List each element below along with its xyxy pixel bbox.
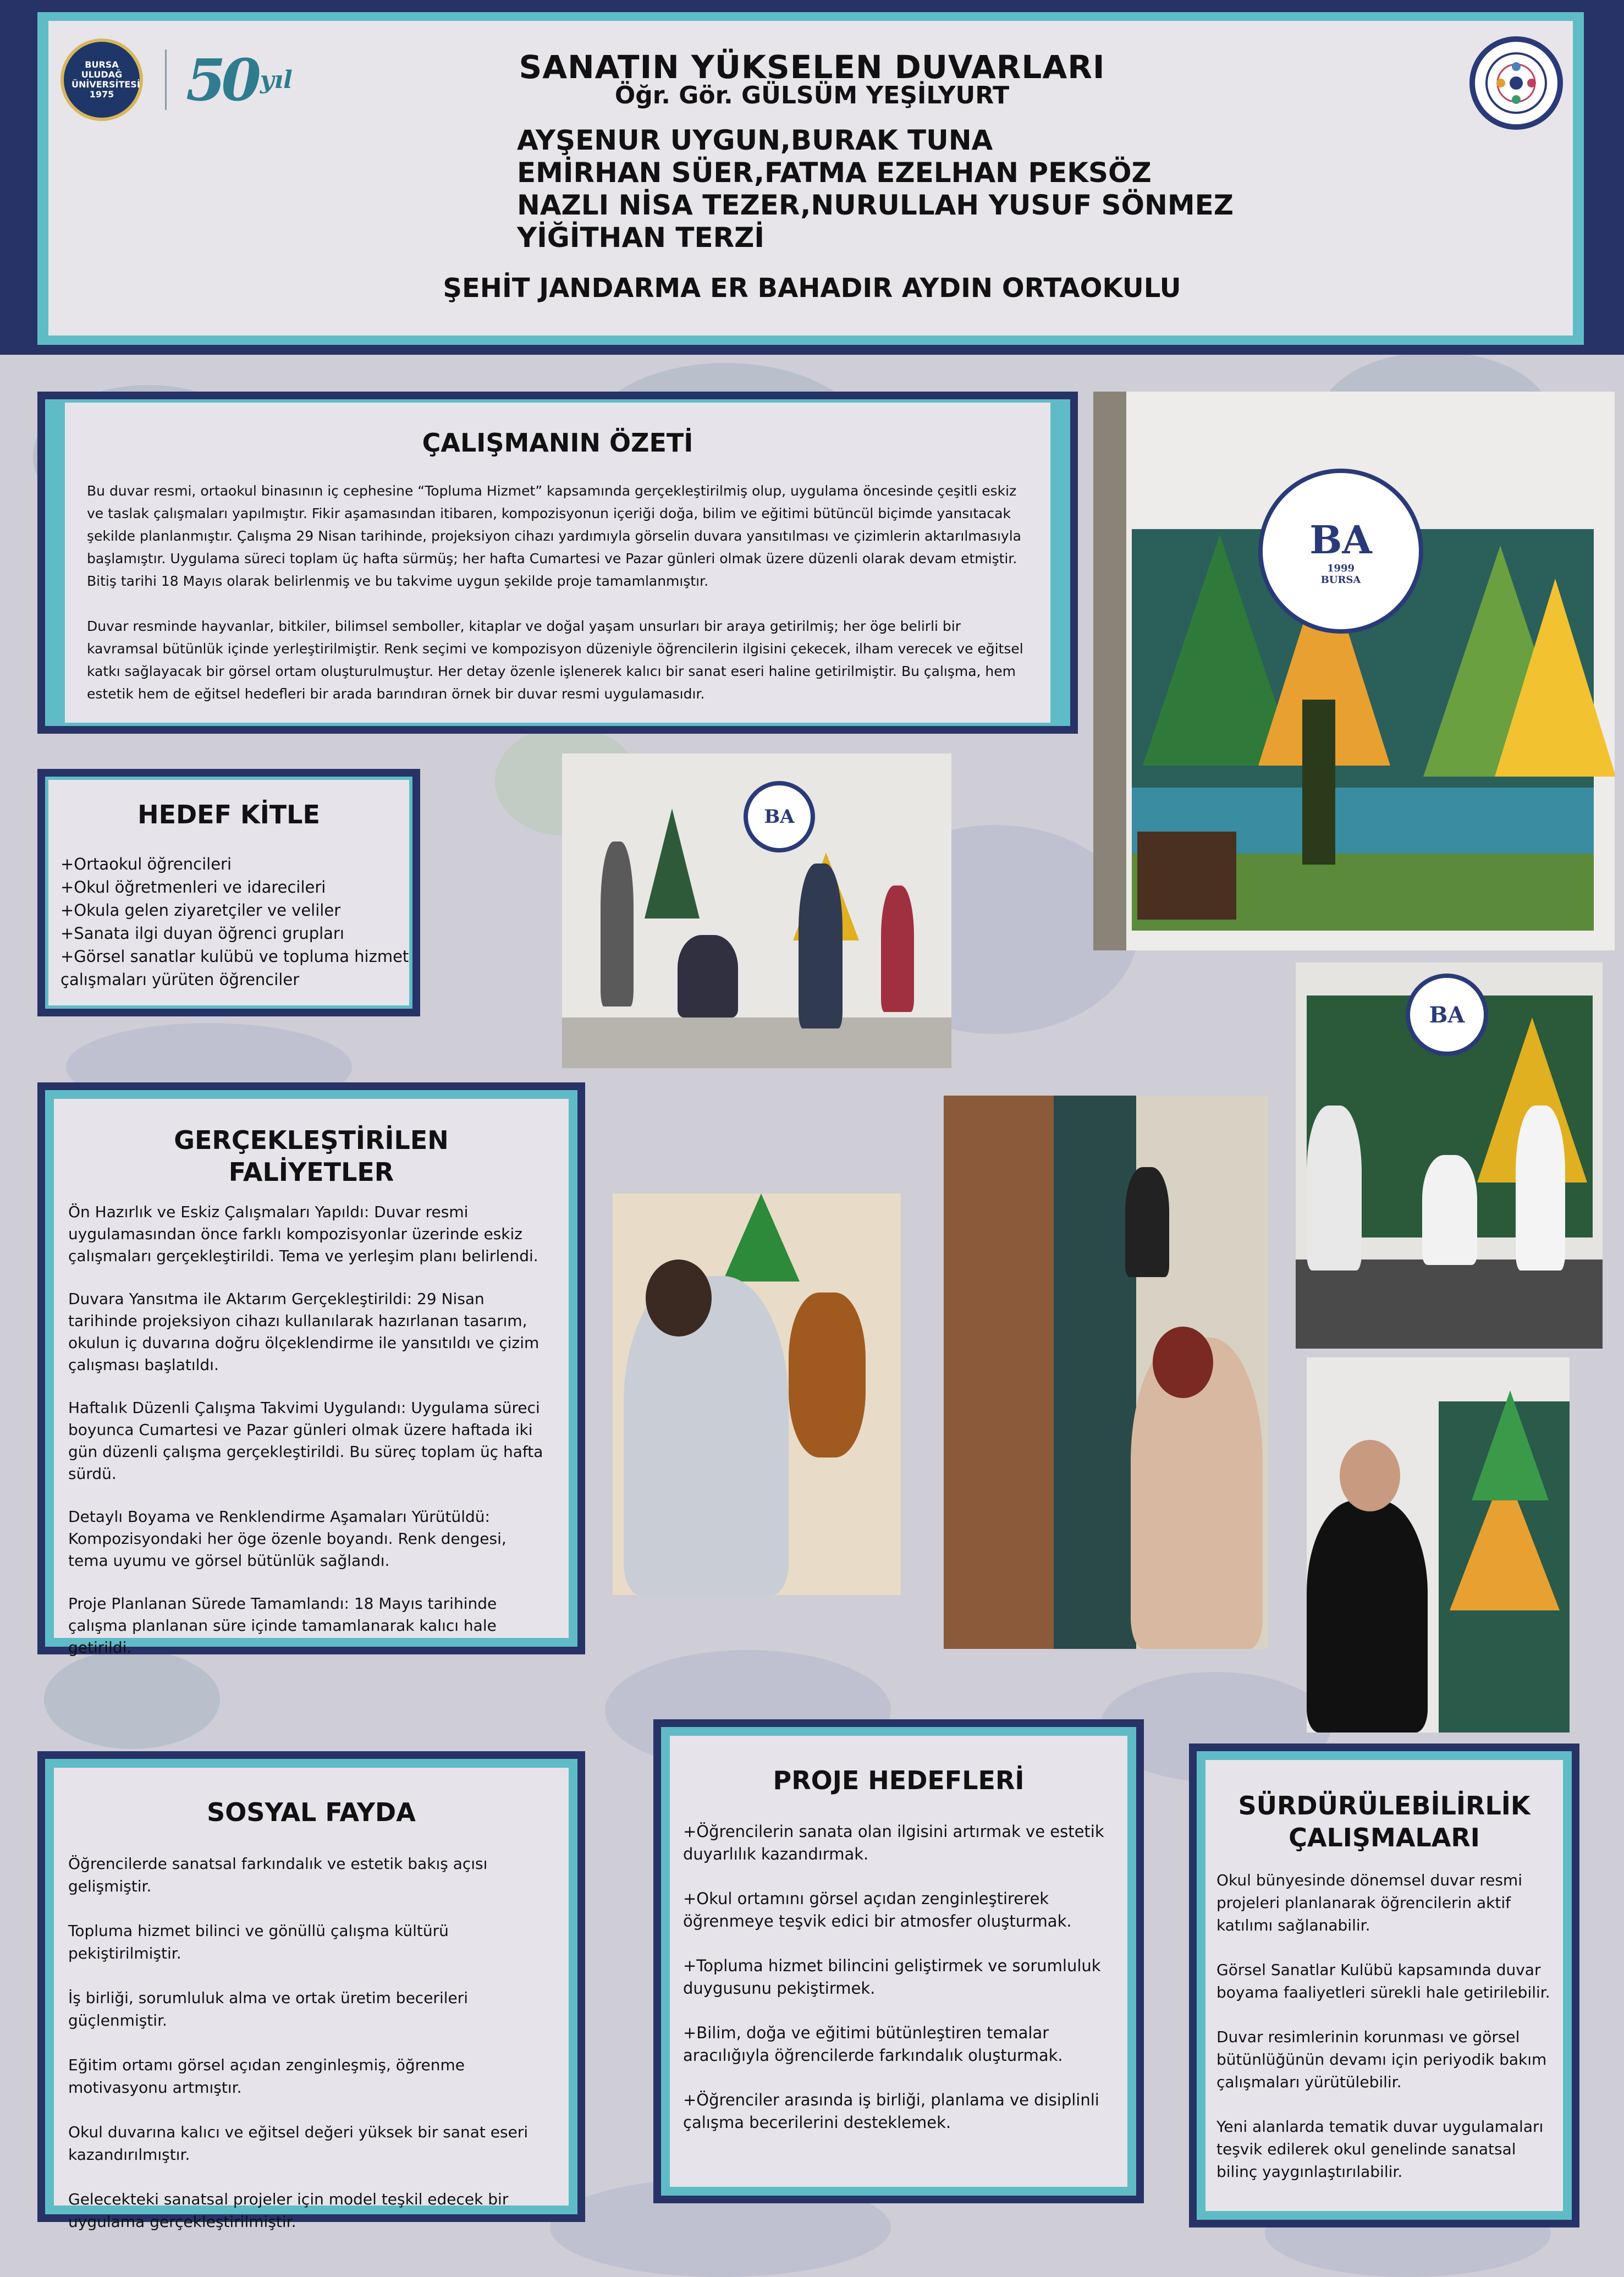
social-panel (37, 1751, 585, 2231)
student-names-line: AYŞENUR UYGUN,BURAK TUNA (517, 124, 993, 156)
activities-paragraph: Ön Hazırlık ve Eskiz Çalışmaları Yapıldı: Duvar resmi uygulamasından önce farklı kompozisyonlar üzerinde eskiz çalışmaları gerçekleştirildi. Tema ve yerleşim planı belirlendi. (68, 1203, 538, 1265)
goals-paragraph: +Okul ortamını görsel açıdan zenginleştirerek öğrenmeye teşvik edici bir atmosfer oluşturmak. (683, 1889, 1072, 1931)
school-badge-icon: BA (1406, 974, 1488, 1056)
deer-painting-photo (1307, 1357, 1570, 1733)
activities-heading: FALİYETLER (228, 1157, 394, 1187)
activities-panel (37, 1082, 585, 1657)
social-paragraph: Eğitim ortamı görsel açıdan zenginleşmiş, öğrenme motivasyonu artmıştır. (68, 2056, 465, 2097)
social-paragraph: Topluma hizmet bilinci ve gönüllü çalışma kültürü pekiştirilmiştir. (68, 1922, 449, 1962)
badge-text: BA (1309, 516, 1372, 563)
advisor-name: Öğr. Gör. GÜLSÜM YEŞİLYURT (614, 81, 1010, 109)
sustain-paragraph: Duvar resimlerinin korunması ve görsel bütünlüğünün devamı için periyodik bakım çalışmaları yürütülebilir. (1216, 2028, 1547, 2091)
goals-paragraph: +Öğrenciler arasında iş birliği, planlama ve disiplinli çalışma becerilerini desteklemek. (683, 2091, 1099, 2132)
student-names (517, 124, 1234, 254)
activities-paragraph: Proje Planlanan Sürede Tamamlandı: 18 Mayıs tarihinde çalışma planlanan süre içinde tamamlanarak kalıcı hale getirildi. (68, 1594, 497, 1657)
school-name: ŞEHİT JANDARMA ER BAHADIR AYDIN ORTAOKULU (443, 273, 1181, 304)
painting-detail-photo (613, 1194, 901, 1595)
activities-paragraph: Haftalık Düzenli Çalışma Takvimi Uygulandı: Uygulama süreci boyunca Cumartesi ve Pazar günleri olmak üzere haftada iki gün düzenli çalışma gerçekleştirildi. Bu süreç toplam üç hafta sürdü. (68, 1399, 543, 1483)
mural-photo (1093, 392, 1615, 950)
goals-heading: PROJE HEDEFLERİ (773, 1766, 1025, 1795)
badge-city: BURSA (1320, 574, 1361, 586)
student-names-line: YİĞİTHAN TERZİ (517, 222, 764, 254)
group-photo (1296, 963, 1603, 1349)
summary-panel (37, 392, 1078, 734)
sustain-paragraph: Yeni alanlarda tematik duvar uygulamaları teşvik edilerek okul genelinde sanatsal bilinç yaygınlaştırılabilir. (1216, 2118, 1544, 2181)
sustain-heading: ÇALIŞMALARI (1289, 1823, 1480, 1852)
audience-heading: HEDEF KİTLE (137, 800, 320, 829)
student-names-line: NAZLI NİSA TEZER,NURULLAH YUSUF SÖNMEZ (517, 189, 1234, 221)
audience-item: +Ortaokul öğrencileri (60, 855, 232, 873)
sustain-panel (1189, 1744, 1579, 2228)
anniversary-suffix: yıl (260, 65, 293, 94)
badge-year: 1999 (1326, 562, 1355, 574)
school-badge-icon: BA (744, 781, 815, 853)
activities-paragraph: Duvara Yansıtma ile Aktarım Gerçekleştirildi: 29 Nisan tarihinde projeksiyon cihazı kullanılarak hazırlanan tasarım, okulun iç duvarına doğru ölçeklendirme ile yansıtıldı ve çizim çalışması başlatıldı. (68, 1290, 540, 1374)
summary-heading: ÇALIŞMANIN ÖZETİ (422, 428, 693, 458)
audience-item: +Okul öğretmenleri ve idarecileri (60, 878, 326, 897)
activities-heading: GERÇEKLEŞTİRİLEN (174, 1125, 449, 1155)
audience-item: +Görsel sanatlar kulübü ve topluma hizmet (60, 947, 409, 966)
goals-paragraph: +Öğrencilerin sanata olan ilgisini artırmak ve estetik duyarlılık kazandırmak. (683, 1822, 1104, 1863)
social-paragraph: Okul duvarına kalıcı ve eğitsel değeri yüksek bir sanat eseri kazandırılmıştır. (68, 2123, 529, 2164)
social-paragraph: Öğrencilerde sanatsal farkındalık ve estetik bakış açısı gelişmiştir. (68, 1855, 488, 1895)
school-badge-icon (1258, 469, 1423, 634)
sustain-heading: SÜRDÜRÜLEBİLİRLİK (1238, 1791, 1531, 1821)
audience-item: +Okula gelen ziyaretçiler ve veliler (60, 901, 341, 920)
goals-paragraph: +Topluma hizmet bilincini geliştirmek ve sorumluluk duygusunu pekiştirmek. (683, 1956, 1101, 1998)
university-logo-text: BURSA ULUDAĞ ÜNİVERSİTESİ 1975 (71, 59, 140, 100)
social-heading: SOSYAL FAYDA (207, 1797, 416, 1827)
audience-item: çalışmaları yürüten öğrenciler (60, 970, 300, 989)
audience-panel (37, 769, 420, 1016)
goals-panel (653, 1719, 1144, 2203)
painting-photo (562, 754, 951, 1068)
social-paragraph: Gelecekteki sanatsal projeler için model teşkil edecek bir uygulama gerçekleştirilmiştir. (68, 2190, 509, 2231)
audience-item: +Sanata ilgi duyan öğrenci grupları (60, 924, 344, 943)
corridor-painting-photo (944, 1096, 1268, 1649)
activities-paragraph: Detaylı Boyama ve Renklendirme Aşamaları Yürütüldü: Kompozisyondaki her öge özenle boyandı. Renk dengesi, tema uyumu ve görsel bütünlük sağlandı. (68, 1508, 507, 1570)
student-names-line: EMİRHAN SÜER,FATMA EZELHAN PEKSÖZ (517, 157, 1152, 189)
page-title: SANATIN YÜKSELEN DUVARLARI (519, 48, 1105, 86)
sustain-paragraph: Görsel Sanatlar Kulübü kapsamında duvar boyama faaliyetleri sürekli hale getirilebilir. (1216, 1961, 1550, 2001)
goals-paragraph: +Bilim, doğa ve eğitimi bütünleştiren temalar aracılığıyla öğrencilerde farkındalık oluşturmak. (683, 2023, 1063, 2065)
anniversary-number: 50 (186, 46, 257, 114)
social-paragraph: İş birliği, sorumluluk alma ve ortak üretim becerileri güçlenmiştir. (68, 1989, 469, 2030)
sustain-paragraph: Okul bünyesinde dönemsel duvar resmi projeleri planlanarak öğrencilerin aktif katılımı sağlanabilir. (1216, 1871, 1522, 1934)
summary-paragraph: Bu duvar resmi, ortaokul binasının iç cephesine “Topluma Hizmet” kapsamında gerçekleştirilmiş olup, uygulama öncesinde çeşitli eskiz ve taslak çalışmaları yapılmıştır. Fikir aşamasından itibaren, kompozisyonun içeriği doğa, bilim ve eğitimi bütüncül biçimde yansıtacak şekilde planlanmıştır. Çalışma 29 Nisan tarihinde, projeksiyon cihazı yardımıyla görselin duvara yansıtılması ve çizimlerin aktarılmasıyla başlamıştır. Uygulama süreci toplam üç hafta sürmüş; her hafta Cumartesi ve Pazar günleri olmak üzere düzenli olarak devam etmiştir. Bitiş tarihi 18 Mayıs olarak belirlenmiş ve bu takvime uygun şekilde proje tamamlanmıştır. (87, 483, 1021, 589)
summary-paragraph: Duvar resminde hayvanlar, bitkiler, bilimsel semboller, kitaplar ve doğal yaşam unsurları bir araya getirilmiş; her öge belirli bir kavramsal bütünlük içinde yerleştirilmiştir. Renk seçimi ve kompozisyon düzeniyle öğrencilerin ilgisini çekecek, ilham verecek ve eğitsel katkı sağlayacak bir görsel ortam oluşturulmuştur. Her detay özenle işlenerek kalıcı bir sanat eseri haline getirilmiştir. Bu çalışma, hem estetik hem de eğitsel hedefleri bir arada barındıran örnek bir duvar resmi uygulamasıdır. (87, 618, 1023, 702)
